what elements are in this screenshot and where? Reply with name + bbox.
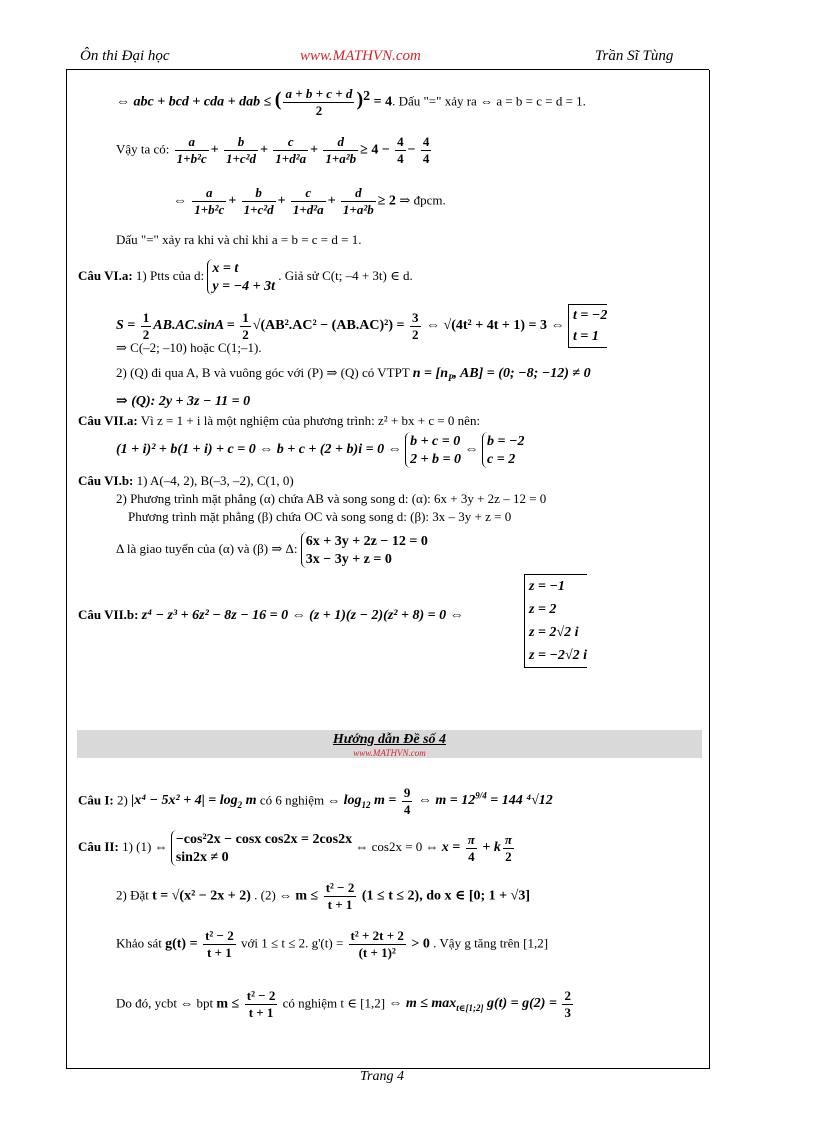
header-author: Trần Sĩ Tùng	[595, 48, 674, 64]
ks-a: Khảo sát	[116, 935, 162, 951]
cau-vib-label: Câu VI.b:	[78, 473, 134, 488]
page-number: Trang 4	[360, 1069, 404, 1084]
banner-website[interactable]: www.MATHVN.com	[353, 748, 426, 758]
line-vib-4-text: Δ là giao tuyến của (α) và (β) ⇒ Δ:	[116, 540, 298, 556]
line-plane-q: ⇒ (Q): 2y + 3z − 11 = 0	[116, 394, 251, 409]
cau-vib-text1: 1) A(–4, 2), B(–3, –2), C(1, 0)	[136, 473, 294, 488]
ks-b: với 1 ≤ t ≤ 2. g'(t) =	[240, 935, 344, 951]
line-sum-1: Vậy ta có: $\frac{a}{\text{1+b²c}}$ + $\frac{b}{\text{1+c²d}}$ + $\frac{c}{\text{1+d²a}}$ + $\frac{d}{\text{1+a²b}}$ ≥ 4 − $\frac{4}{4}$ − $\frac{4}{4}$	[116, 134, 430, 166]
line-sum-2: ⇔ $\frac{a}{\text{1+b²c}}$ + $\frac{b}{\text{1+c²d}}$ + $\frac{c}{\text{1+d²a}}$ + $\frac{d}{\text{1+a²b}}$ ≥ 2 ⇒ đpcm.	[173, 185, 446, 217]
line1-text: . Dấu "=" xảy ra ⇔ a = b = c = d = 1.	[392, 93, 586, 109]
cau-viia-label: Câu VII.a:	[78, 413, 138, 428]
cau-via-tail: . Giả sử C(t; –4 + 3t) ∈ d.	[278, 267, 413, 283]
cau-viia-text: Vì z = 1 + i là một nghiệm của phương trình: z² + bx + c = 0 nên:	[140, 413, 481, 428]
cau-i-label: Câu I:	[78, 792, 114, 808]
cau-via-label: Câu VI.a:	[78, 267, 133, 283]
line-khao-sat: Khảo sát g(t) = $\frac{\text{t² − 2}}{t + 1}$ với 1 ≤ t ≤ 2. g'(t) = $\frac{\text{t² + 2t + 2}}{\text{(t + 1)²}}$ > 0 . Vậy g tăng trên [1,2]	[116, 928, 549, 960]
header-website[interactable]: www.MATHVN.com	[300, 48, 421, 64]
cau-viib-label: Câu VII.b:	[78, 607, 139, 622]
cau-via: Câu VI.a: 1) Ptts của d: x = t y = −4 + 3t . Giả sử C(t; –4 + 3t) ∈ d.	[78, 261, 413, 294]
frame-right	[709, 70, 710, 1069]
line-vib-4: Δ là giao tuyến của (α) và (β) ⇒ Δ: 6x + 3y + 2z − 12 = 0 3x − 3y + z = 0	[116, 534, 428, 567]
line-area: S = $\frac{1}{2}$ AB.AC.sinA = $\frac{1}{2}$ √(AB².AC² − (AB.AC)²) = $\frac{3}{2}$ ⇔ √(4t² + 4t + 1) = 3 ⇔ t = −2 t = 1	[116, 304, 607, 348]
line-inequality-1: ⇔ abc + bcd + cda + dab ≤ ( $\frac{a + b + c + d}{2}$ )$^2$ = 4. Dấu "=" xảy ra ⇔ a = b = c = d = 1.	[116, 86, 586, 118]
line-vtpt-text: 2) (Q) đi qua A, B và vuông góc với (P) ⇒ (Q) có VTPT	[116, 365, 410, 380]
header-left: Ôn thi Đại học	[80, 48, 170, 64]
cau-i: Câu I: 2) $|x^4 - 5x^2 + 4| = \log_2 m$ có 6 nghiệm ⇔ $\log_{12} m$ = $\frac{9}{4}$ ⇔ $m = 12^{9/4} = 144$ ⁴√12	[78, 785, 553, 817]
section-banner	[77, 730, 702, 758]
line-points-c: ⇒ C(–2; –10) hoặc C(1;–1).	[116, 340, 262, 355]
frame-left	[66, 70, 67, 1069]
cau-i-a: 2)	[117, 792, 128, 808]
cau-vib	[78, 472, 294, 490]
line-conclusion: Do đó, ycbt ⇔ bpt m ≤ $\frac{\text{t² − 2}}{t + 1}$ có nghiệm t ∈ [1,2] ⇔ $m \le \max_{t\in[1;2]} g(t) = g(2)$ = $\frac{2}{3}$	[116, 988, 571, 1020]
line-viia-eq: (1 + i)² + b(1 + i) + c = 0 ⇔ b + c + (2 + b)i = 0 ⇔ b + c = 0 2 + b = 0 ⇔ b = −2 c = 2	[116, 434, 525, 467]
line-vtpt: 2) (Q) đi qua A, B và vuông góc với (P) ⇒ (Q) có VTPT $n = [n_P$, AB] = (0; −8; −12) ≠ 0	[116, 365, 591, 383]
cau-i-b: có 6 nghiệm ⇔	[259, 792, 341, 808]
ks-c: . Vậy g tăng trên [1,2]	[433, 935, 549, 951]
viib-roots: z = −1 z = 2 z = 2√2 i z = −2√2 i	[524, 574, 587, 668]
line2-lead: Vậy ta có:	[116, 141, 170, 157]
line-substitution: 2) Đặt t = √(x² − 2x + 2) . (2) ⇔ m ≤ $\frac{\text{t² − 2}}{t + 1}$ (1 ≤ t ≤ 2), do x ∈ [0; 1 + √3]	[116, 880, 530, 912]
cau-via-text: 1) Ptts của d:	[135, 267, 205, 283]
sub-b: . (2) ⇔	[254, 887, 293, 903]
line4-text: ⇒ đpcm.	[399, 192, 446, 208]
cau-ii: Câu II: 1) (1) ⇔ −cos²2x − cosx cos2x = 2cos2x sin2x ≠ 0 ⇔ cos2x = 0 ⇔ x = $\frac{\pi}{4}$ + k $\frac{\pi}{2}$	[78, 831, 512, 865]
line-vib-2: 2) Phương trình mặt phẳng (α) chứa AB và song song d: (α): 6x + 3y + 2z – 12 = 0	[116, 491, 547, 506]
cau-viia	[78, 412, 480, 430]
cau-viib: Câu VII.b: z⁴ − z³ + 6z² − 8z − 16 = 0 ⇔ (z + 1)(z − 2)(z² + 8) = 0 ⇔	[78, 607, 464, 623]
cau-ii-a: 1) (1) ⇔	[122, 838, 168, 854]
do-b: có nghiệm t ∈ [1,2]	[282, 995, 386, 1011]
line-equality: Dấu "=" xảy ra khi và chỉ khi a = b = c = d = 1.	[116, 232, 362, 247]
do-a: Do đó, ycbt ⇔ bpt	[116, 995, 214, 1011]
cau-ii-b: ⇔ cos2x = 0 ⇔	[355, 838, 439, 854]
line-vib-3: Phương trình mặt phẳng (β) chứa OC và song song d: (β): 3x – 3y + z = 0	[128, 509, 512, 524]
banner-title: Hướng dẫn Đề số 4	[332, 732, 447, 747]
header-rule	[66, 69, 709, 70]
cau-ii-label: Câu II:	[78, 838, 119, 854]
sub-a: 2) Đặt	[116, 887, 149, 903]
